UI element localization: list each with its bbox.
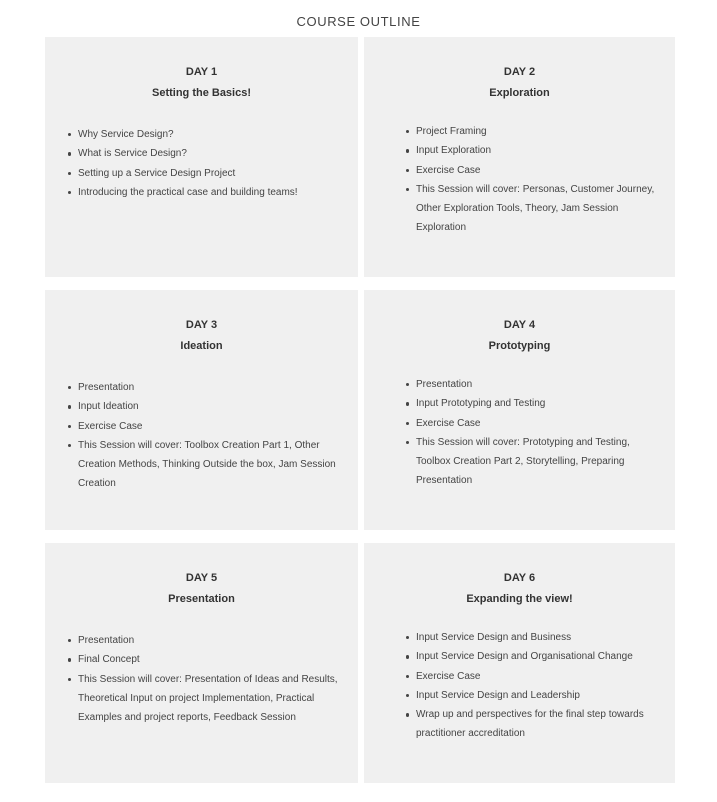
day-title: Exploration xyxy=(489,87,550,99)
list-item: What is Service Design? xyxy=(78,144,342,163)
day-card-6 xyxy=(364,543,675,783)
day-card-2 xyxy=(364,37,675,277)
list-item: Exercise Case xyxy=(416,667,659,686)
list-item: Exercise Case xyxy=(416,414,659,433)
day-card-1 xyxy=(45,37,358,277)
day-label: DAY 1 xyxy=(185,66,218,78)
topic-list xyxy=(78,378,342,494)
day-label: DAY 6 xyxy=(503,572,536,584)
topic-list xyxy=(416,375,659,491)
list-item: Presentation xyxy=(78,631,342,650)
topic-list xyxy=(78,125,342,202)
list-item: Final Concept xyxy=(78,650,342,669)
topic-list xyxy=(416,628,659,744)
topic-list xyxy=(78,631,342,727)
day-title: Prototyping xyxy=(488,340,551,352)
day-label: DAY 3 xyxy=(185,319,218,331)
list-item: Project Framing xyxy=(416,122,659,141)
list-item: This Session will cover: Personas, Customer Journey, Other Exploration Tools, Theory, Jam Session Exploration xyxy=(416,180,659,238)
day-title: Expanding the view! xyxy=(466,593,573,605)
list-item: Input Service Design and Organisational Change xyxy=(416,647,659,666)
day-card-4 xyxy=(364,290,675,530)
day-title: Ideation xyxy=(180,340,223,352)
day-title: Setting the Basics! xyxy=(151,87,252,99)
day-label: DAY 5 xyxy=(185,572,218,584)
list-item: Input Exploration xyxy=(416,141,659,160)
list-item: This Session will cover: Presentation of Ideas and Results, Theoretical Input on project Implementation, Practical Examples and project reports, Feedback Session xyxy=(78,670,342,728)
list-item: Introducing the practical case and building teams! xyxy=(78,183,342,202)
list-item: Input Prototyping and Testing xyxy=(416,394,659,413)
list-item: This Session will cover: Toolbox Creation Part 1, Other Creation Methods, Thinking Outside the box, Jam Session Creation xyxy=(78,436,342,494)
day-title: Presentation xyxy=(168,593,235,605)
list-item: This Session will cover: Prototyping and Testing, Toolbox Creation Part 2, Storytelling, Preparing Presentation xyxy=(416,433,659,491)
list-item: Why Service Design? xyxy=(78,125,342,144)
list-item: Presentation xyxy=(78,378,342,397)
day-card-3 xyxy=(45,290,358,530)
list-item: Presentation xyxy=(416,375,659,394)
topic-list xyxy=(416,122,659,238)
list-item: Wrap up and perspectives for the final step towards practitioner accreditation xyxy=(416,705,659,744)
list-item: Exercise Case xyxy=(78,417,342,436)
list-item: Exercise Case xyxy=(416,161,659,180)
page-title: COURSE OUTLINE xyxy=(296,14,421,29)
list-item: Input Service Design and Leadership xyxy=(416,686,659,705)
day-card-5 xyxy=(45,543,358,783)
day-label: DAY 4 xyxy=(503,319,536,331)
day-label: DAY 2 xyxy=(503,66,536,78)
list-item: Input Service Design and Business xyxy=(416,628,659,647)
list-item: Input Ideation xyxy=(78,397,342,416)
list-item: Setting up a Service Design Project xyxy=(78,164,342,183)
